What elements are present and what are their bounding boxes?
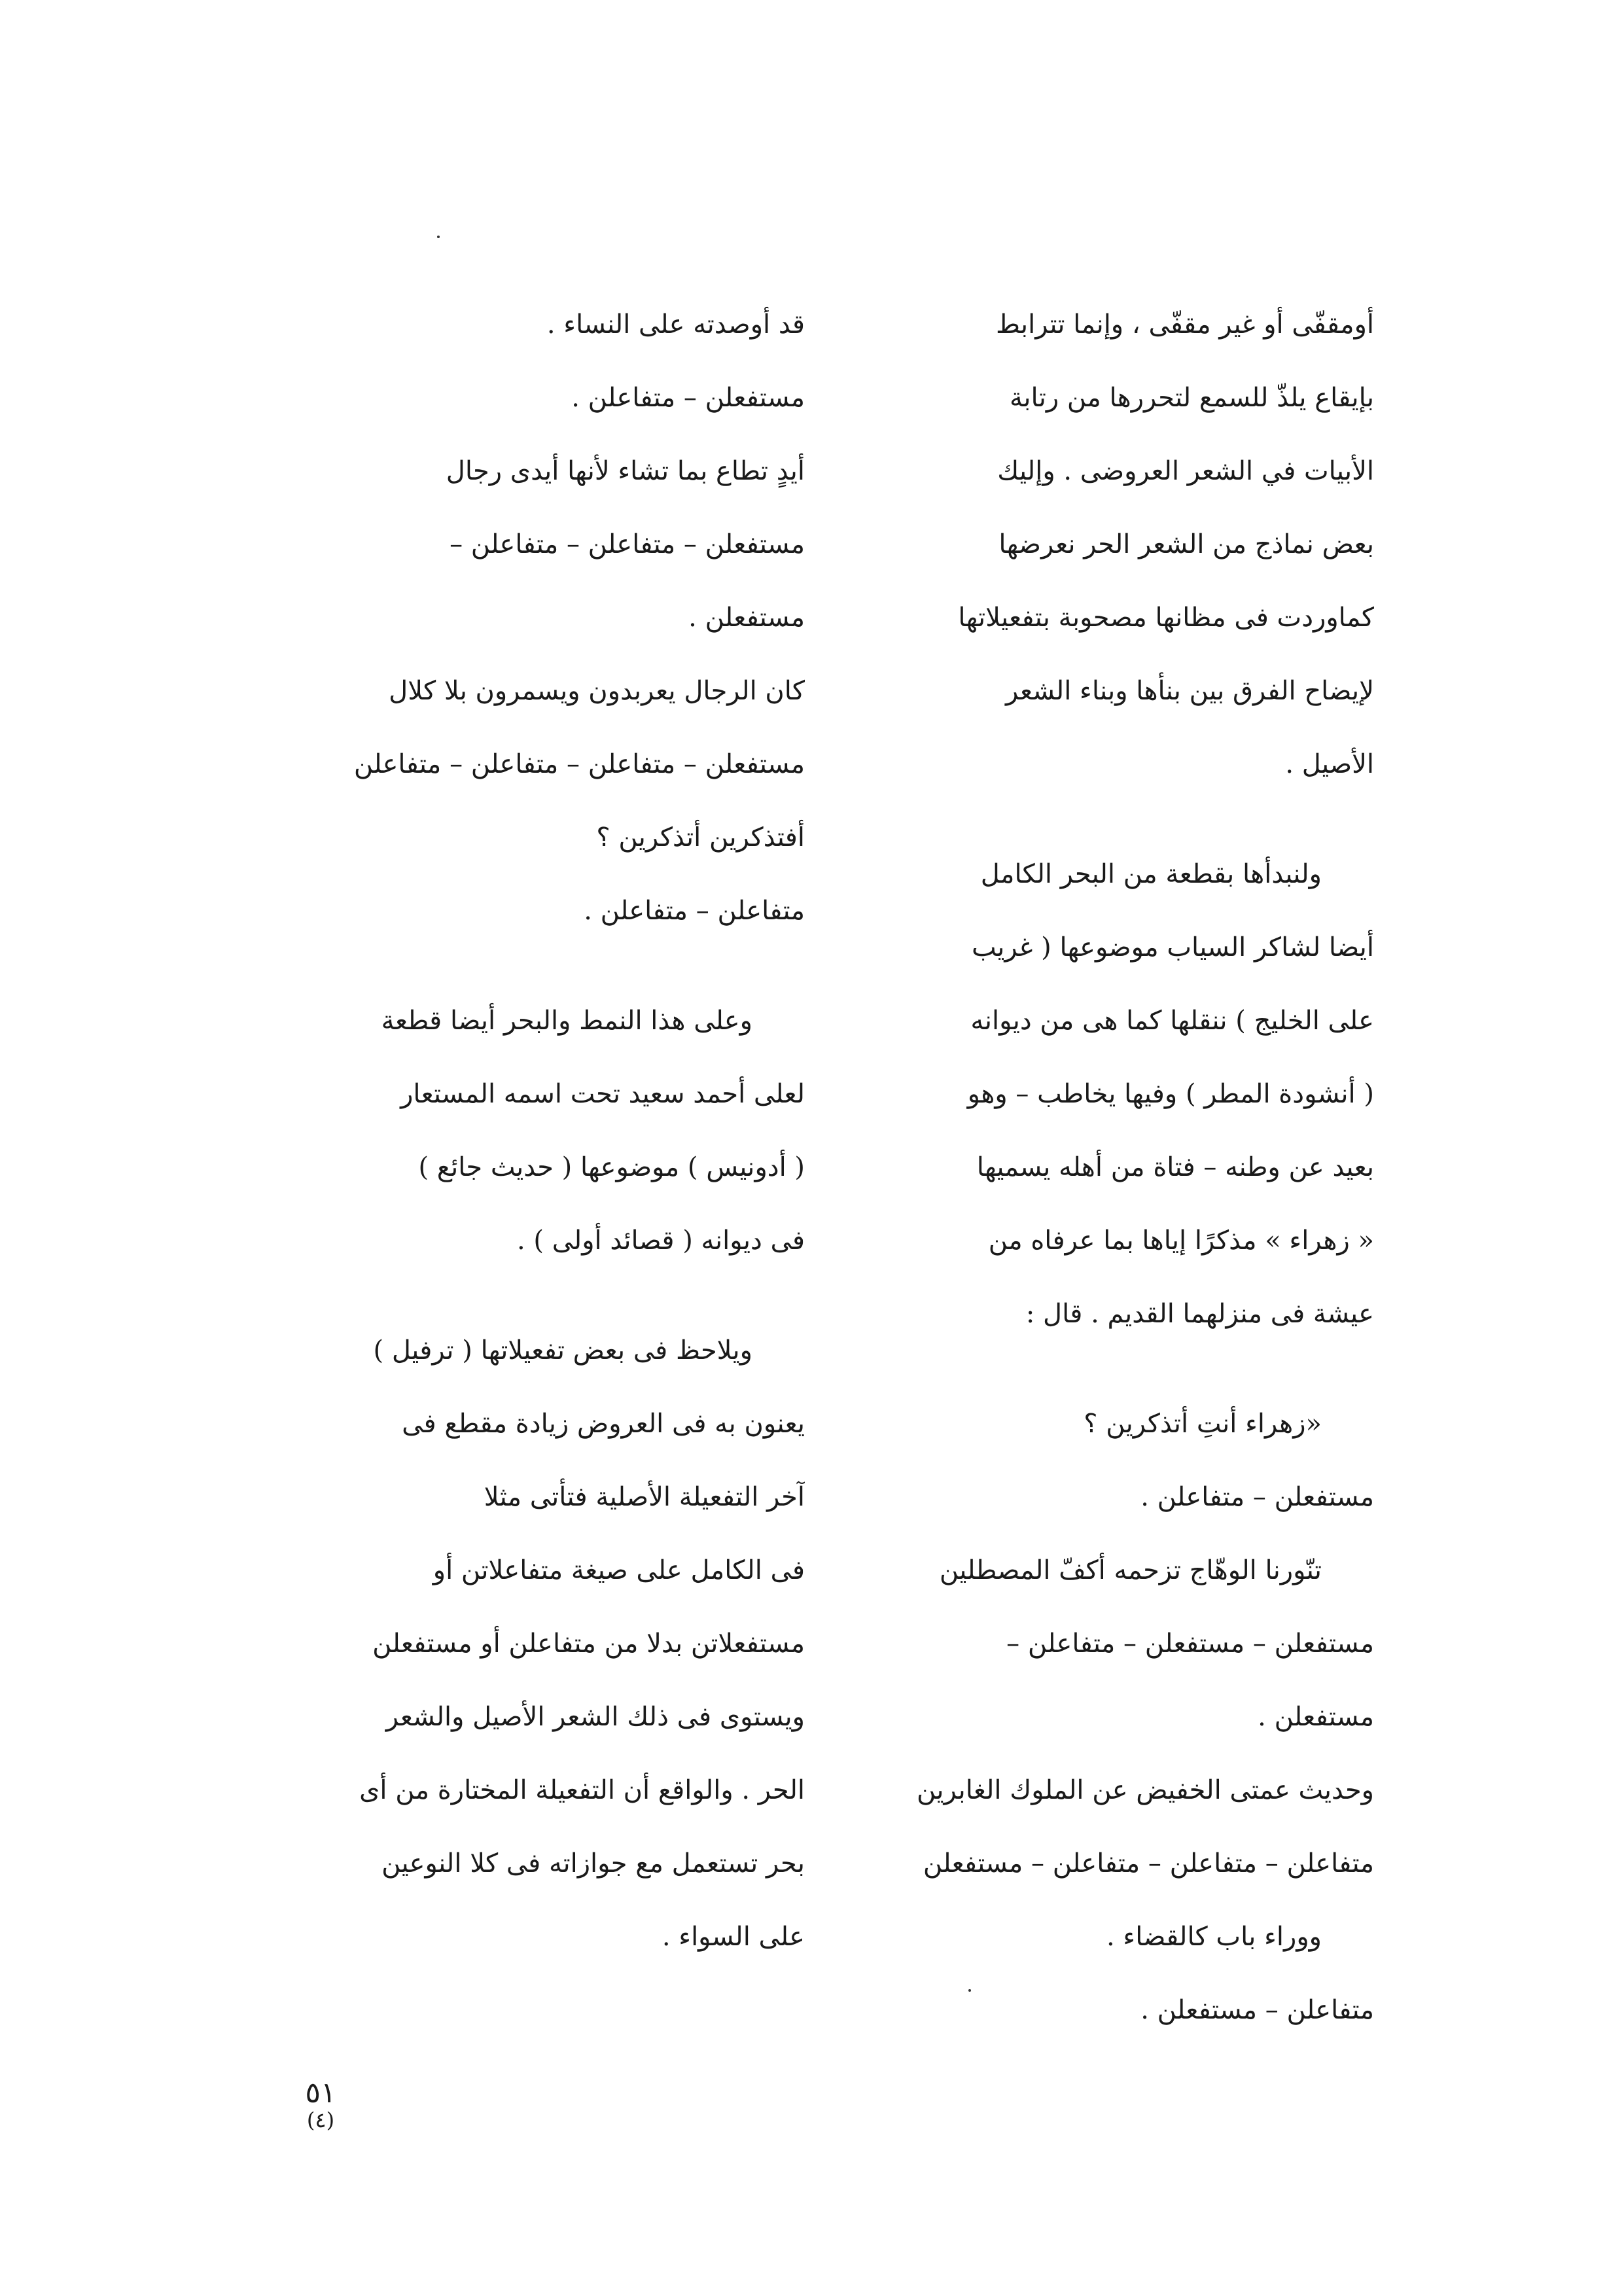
paragraph <box>851 838 1374 1351</box>
meter-line: مستفعلن – مستفعلن – متفاعلن – <box>1006 1629 1374 1659</box>
text-line: الأبيات في الشعر العروضى . وإليك <box>997 456 1374 486</box>
verse-group <box>281 434 805 654</box>
text-line: فى الكامل على صيغة متفاعلاتن أو <box>432 1555 805 1585</box>
verse-group <box>851 1754 1374 1900</box>
text-line: ويلاحظ فى بعض تفعيلاتها ( ترفيل ) <box>373 1335 752 1366</box>
paragraph <box>281 984 805 1277</box>
meter-line: مستفعلن – متفاعلن . <box>571 383 805 413</box>
text-line: « زهراء » مذكرًا إياها بما عرفاه من <box>988 1226 1374 1256</box>
text-line: ولنبدأها بقطعة من البحر الكامل <box>980 859 1322 889</box>
text-line: لإيضاح الفرق بين بنأها وبناء الشعر <box>1005 676 1374 706</box>
text-line: الأصيل . <box>1285 749 1374 779</box>
text-line: ( أنشودة المطر ) وفيها يخاطب – وهو <box>967 1079 1374 1109</box>
verse-group <box>281 801 805 947</box>
scan-speck <box>437 236 440 238</box>
verse-group <box>851 1387 1374 1534</box>
meter-line: مستفعلن – متفاعلن – متفاعلن – <box>450 529 805 559</box>
scan-speck <box>968 1989 971 1992</box>
text-line: مستفعلاتن بدلا من متفاعلن أو مستفعلن <box>372 1629 805 1659</box>
text-line: بعيد عن وطنه – فتاة من أهله يسميها <box>976 1152 1374 1182</box>
text-line: يعنون به فى العروض زيادة مقطع فى <box>402 1409 805 1439</box>
verse-line: أيدٍ تطاع بما تشاء لأنها أيدى رجال <box>446 456 805 486</box>
text-line: أومقفّى أو غير مقفّى ، وإنما تترابط <box>996 309 1374 340</box>
meter-line: متفاعلن – متفاعلن – متفاعلن – مستفعلن <box>923 1848 1374 1879</box>
verse-group <box>281 288 805 434</box>
paragraph <box>281 1314 805 1973</box>
text-line: وعلى هذا النمط والبحر أيضا قطعة <box>381 1006 752 1036</box>
text-line: على الخليج ) ننقلها كما هى من ديوانه <box>970 1006 1374 1036</box>
text-line: ( أدونيس ) موضوعها ( حديث جائع ) <box>418 1152 805 1182</box>
signature-mark: (٤) <box>306 2108 335 2133</box>
verse-line: أفتذكرين أتذكرين ؟ <box>596 822 805 853</box>
text-line: بإيقاع يلذّ للسمع لتحررها من رتابة <box>1009 383 1374 413</box>
text-line: الحر . والواقع أن التفعيلة المختارة من أى <box>359 1775 805 1805</box>
verse-group <box>851 1900 1374 2047</box>
verse-line: وحديث عمتى الخفيض عن الملوك الغابرين <box>916 1775 1374 1805</box>
text-line: ويستوى فى ذلك الشعر الأصيل والشعر <box>385 1702 805 1732</box>
page-number: ٥١ <box>305 2076 336 2110</box>
text-line: بعض نماذج من الشعر الحر نعرضها <box>998 529 1374 559</box>
verse-group <box>281 654 805 801</box>
verse-line: ووراء باب كالقضاء . <box>1106 1922 1322 1952</box>
meter-line: مستفعلن . <box>688 603 805 633</box>
verse-group <box>851 1534 1374 1754</box>
meter-line: مستفعلن . <box>1258 1702 1374 1732</box>
text-line: عيشة فى منزلهما القديم . قال : <box>1025 1299 1374 1329</box>
meter-line: متفاعلن – مستفعلن . <box>1140 1995 1374 2025</box>
text-line: بحر تستعمل مع جوازاته فى كلا النوعين <box>381 1848 805 1879</box>
verse-line: «زهراء أنتِ أتذكرين ؟ <box>1084 1409 1322 1439</box>
text-line: أيضا لشاكر السياب موضوعها ( غريب <box>972 932 1374 963</box>
paragraph <box>851 288 1374 801</box>
text-line: على السواء . <box>662 1922 805 1952</box>
verse-line: تنّورنا الوهّاج تزحمه أكفّ المصطلين <box>939 1555 1322 1585</box>
meter-line: مستفعلن – متفاعلن . <box>1140 1482 1374 1512</box>
right-text-column <box>851 288 1374 2047</box>
meter-line: متفاعلن – متفاعلن . <box>584 896 805 926</box>
verse-line: كان الرجال يعربدون ويسمرون بلا كلال <box>389 676 805 706</box>
page-folio <box>281 2077 360 2132</box>
left-text-column <box>281 288 805 1973</box>
verse-line: قد أوصدته على النساء . <box>546 309 805 340</box>
text-line: لعلى أحمد سعيد تحت اسمه المستعار <box>400 1079 805 1109</box>
text-line: آخر التفعيلة الأصلية فتأتى مثلا <box>484 1482 805 1512</box>
meter-line: مستفعلن – متفاعلن – متفاعلن – متفاعلن <box>353 749 805 779</box>
text-line: كماوردت فى مظانها مصحوبة بتفعيلاتها <box>958 603 1374 633</box>
text-line: فى ديوانه ( قصائد أولى ) . <box>516 1226 805 1256</box>
